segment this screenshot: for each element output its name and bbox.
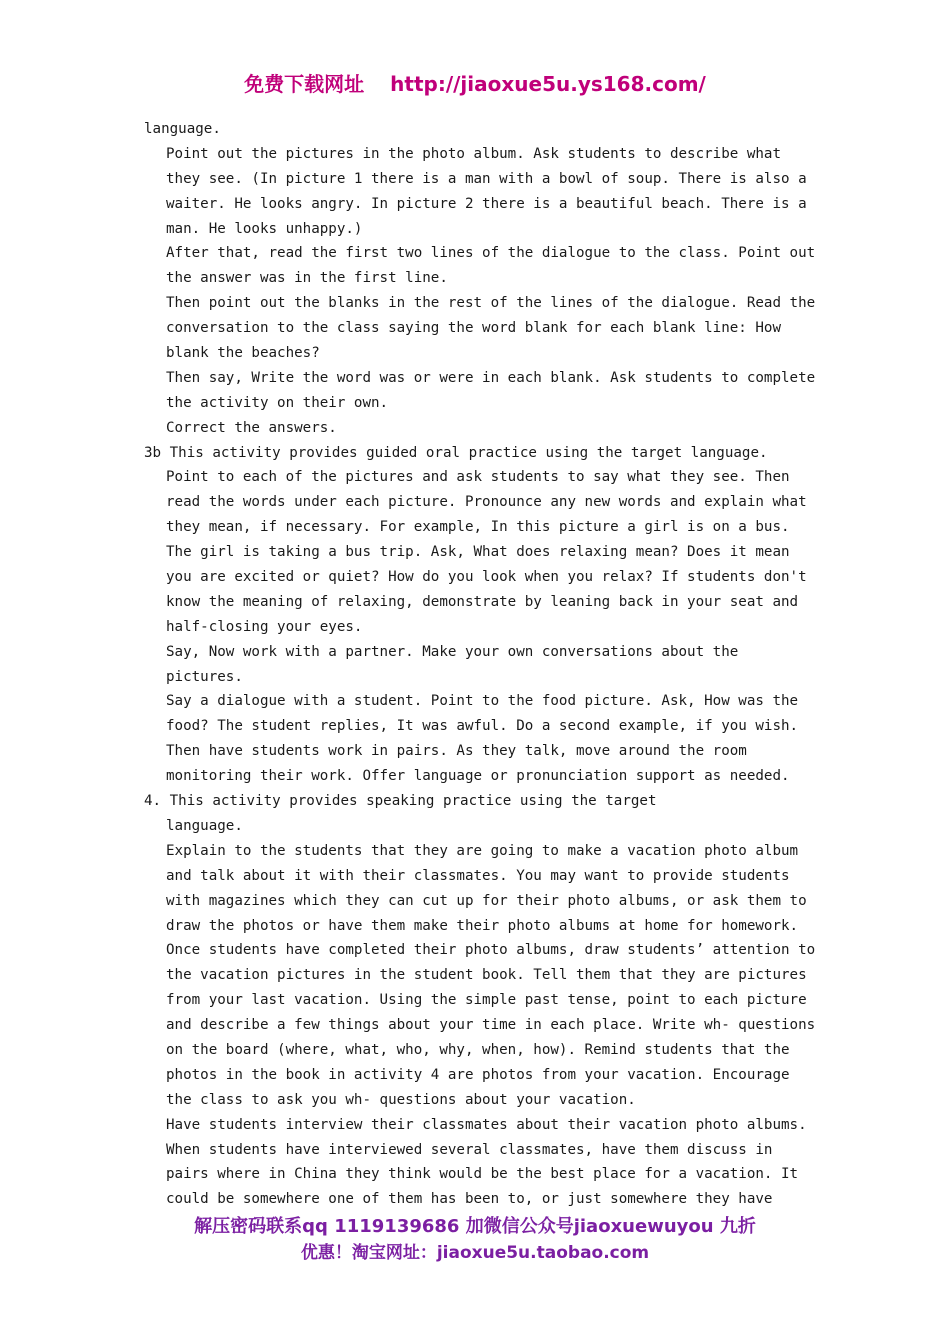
text-line: Have students interview their classmates about their vacation photo albums. <box>166 1116 807 1133</box>
text-line: waiter. He looks angry. In picture 2 there is a beautiful beach. There is a <box>166 195 807 212</box>
text-line: photos in the book in activity 4 are photos from your vacation. Encourage <box>166 1066 790 1083</box>
text-line: Say, Now work with a partner. Make your own conversations about the <box>166 643 739 660</box>
text-line: on the board (where, what, who, why, when, how). Remind students that the <box>166 1041 790 1058</box>
promo-footer <box>0 1214 950 1266</box>
text-line: the activity on their own. <box>166 394 389 411</box>
text-line: When students have interviewed several classmates, have them discuss in <box>166 1141 773 1158</box>
text-line: you are excited or quiet? How do you look when you relax? If students don't <box>166 569 807 586</box>
text-line: Explain to the students that they are going to make a vacation photo album <box>166 842 799 859</box>
text-line: Once students have completed their photo albums, draw students’ attention to <box>166 942 816 959</box>
footer-line-2: 优惠！淘宝网址：jiaoxue5u.taobao.com <box>300 1243 650 1263</box>
header-label: 免费下载网址 <box>244 72 365 96</box>
text-line: half-closing your eyes. <box>166 618 363 635</box>
text-line: The girl is taking a bus trip. Ask, What does relaxing mean? Does it mean <box>166 544 790 561</box>
footer-line-1: 解压密码联系qq 1119139686 加微信公众号jiaoxuewuyou 九折 <box>194 1216 756 1237</box>
text-line: the vacation pictures in the student book. Tell them that they are pictures <box>166 967 807 984</box>
text-line: the class to ask you wh- questions about your vacation. <box>166 1091 636 1108</box>
text-line: Then point out the blanks in the rest of the lines of the dialogue. Read the <box>166 295 816 312</box>
text-line: food? The student replies, It was awful. Do a second example, if you wish. <box>166 718 799 735</box>
text-line: Then have students work in pairs. As they talk, move around the room <box>166 743 747 760</box>
text-line: could be somewhere one of them has been to, or just somewhere they have <box>166 1191 773 1208</box>
text-line: Correct the answers. <box>166 419 337 436</box>
text-line: draw the photos or have them make their photo albums at home for homework. <box>166 917 799 934</box>
text-line: know the meaning of relaxing, demonstrate by leaning back in your seat and <box>166 593 799 610</box>
download-header <box>0 68 950 97</box>
text-line: Point to each of the pictures and ask students to say what they see. Then <box>166 469 790 486</box>
text-line: language. <box>166 817 243 834</box>
text-line: from your last vacation. Using the simple past tense, point to each picture <box>166 992 807 1009</box>
text-line: monitoring their work. Offer language or pronunciation support as needed. <box>166 768 790 785</box>
text-line: conversation to the class saying the word blank for each blank line: How <box>166 320 781 337</box>
text-line: 3b This activity provides guided oral practice using the target language. <box>144 444 768 461</box>
text-line: and talk about it with their classmates. You may want to provide students <box>166 867 790 884</box>
text-line: blank the beaches? <box>166 345 320 362</box>
text-line: they see. (In picture 1 there is a man with a bowl of soup. There is also a <box>166 170 807 187</box>
text-line: and describe a few things about your time in each place. Write wh- questions <box>166 1017 816 1034</box>
text-line: read the words under each picture. Pronounce any new words and explain what <box>166 494 807 511</box>
text-line: 4. This activity provides speaking practice using the target <box>144 793 657 810</box>
text-line: After that, read the first two lines of the dialogue to the class. Point out <box>166 245 816 262</box>
text-line: Then say, Write the word was or were in each blank. Ask students to complete <box>166 369 816 386</box>
lesson-body-text <box>144 117 824 1212</box>
text-line: pairs where in China they think would be the best place for a vacation. It <box>166 1166 799 1183</box>
text-line: the answer was in the first line. <box>166 270 448 287</box>
text-line: language. <box>144 121 221 137</box>
text-line: with magazines which they can cut up for their photo albums, or ask them to <box>166 892 807 909</box>
text-line: pictures. <box>166 668 243 685</box>
text-line: they mean, if necessary. For example, In this picture a girl is on a bus. <box>166 519 790 536</box>
header-url-link[interactable]: http://jiaoxue5u.ys168.com/ <box>390 72 706 96</box>
text-line: Say a dialogue with a student. Point to the food picture. Ask, How was the <box>166 693 799 710</box>
text-line: man. He looks unhappy.) <box>166 220 363 237</box>
text-line: Point out the pictures in the photo album. Ask students to describe what <box>166 145 781 162</box>
